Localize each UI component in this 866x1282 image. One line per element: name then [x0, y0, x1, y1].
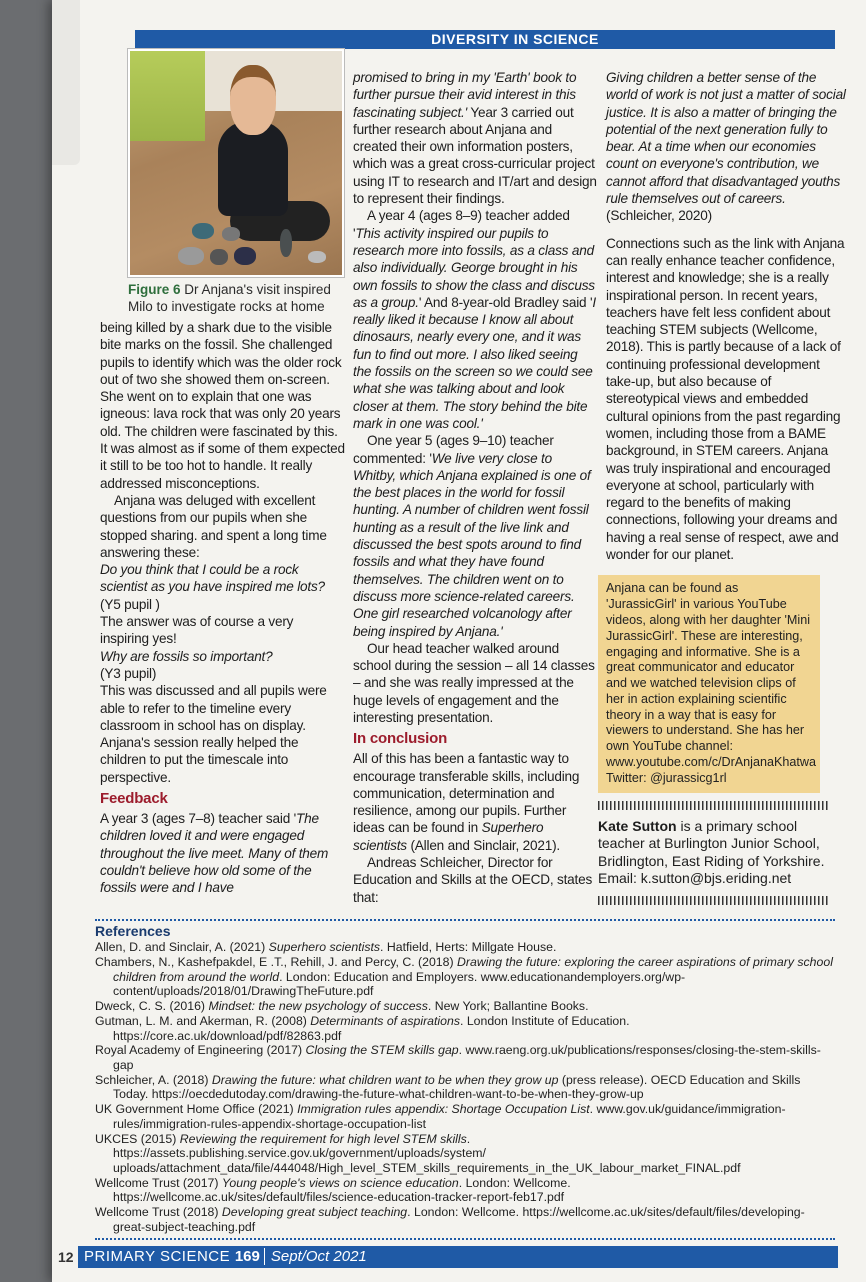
references-title: References — [95, 922, 171, 939]
figure-caption — [128, 281, 343, 315]
paragraph — [353, 640, 598, 726]
paragraph — [353, 854, 598, 906]
reference-item — [95, 1205, 835, 1234]
figure-caption-text: Dr Anjana's visit inspired Milo to investigate rocks at home — [128, 282, 331, 314]
footer-row — [58, 1246, 866, 1268]
issue-number: 169 — [234, 1248, 260, 1266]
reference-item — [95, 1176, 835, 1205]
text-run: (Allen and Sinclair, 2021). — [406, 837, 560, 853]
photo-cabinet — [130, 51, 205, 141]
paragraph — [100, 682, 345, 786]
text-run: . www.gov.uk/guidance/immigration-rules/immigration-rules-appendix-shortage-occupation-list — [113, 1102, 786, 1131]
divider-bars — [598, 896, 828, 905]
footer-bar — [78, 1246, 838, 1268]
text-run: . London: Wellcome. https://wellcome.ac.uk/sites/default/files/developing-great-subject-teaching.pdf — [113, 1205, 805, 1234]
section-header — [135, 30, 835, 49]
photo-child-body — [218, 121, 288, 216]
photo-rock — [222, 227, 240, 241]
divider-bars — [598, 801, 828, 810]
text-run: Year 3 carried out further research about Anjana and created their own information posters, which was a great cross-curricular project using IT to research and IT/art and design to represent their findings. — [353, 104, 597, 207]
text-run: . https://assets.publishing.service.gov.uk/government/uploads/system/ uploads/attachment_data/file/444048/High_level_STEM_skills_requirements_in_the_UK_labour_market_FINAL.pdf — [113, 1131, 741, 1175]
paragraph — [353, 750, 598, 854]
text-run: Wellcome Trust (2018) — [95, 1205, 222, 1220]
text-run: Andreas Schleicher, Director for Education and Skills at the OECD, states that: — [353, 855, 593, 905]
text-run: This was discussed and all pupils were able to refer to the timeline every classroom in school has on display. Anjana's session really helped the children to put the timescale into perspective. — [100, 683, 327, 785]
photo-rock — [178, 247, 204, 265]
italic-text: Superhero scientists — [353, 820, 544, 853]
text-run: In conclusion — [353, 730, 448, 748]
paragraph — [606, 69, 846, 225]
text-run: The answer was of course a very inspiring yes! — [100, 614, 294, 647]
article-body — [100, 49, 866, 913]
reference-item — [95, 1043, 835, 1072]
text-run: UKCES (2015) — [95, 1131, 180, 1146]
author-name: Kate Sutton — [598, 817, 677, 834]
italic-text: Giving children a better sense of the world of work is not just a matter of social justice. It is also a matter of bringing the potential of the next generation fully to bear. At a time when our economies count on everyone's contribution, we cannot afford that disadvantaged youths rule themselves out of careers. — [606, 70, 846, 207]
paragraph — [100, 561, 345, 596]
author-bio-text: is a primary school teacher at Burlington Junior School, Bridlington, East Riding of Yorkshire. Email: k.sutton@bjs.eriding.net — [598, 817, 825, 887]
text-run: . New York; Ballantine Books. — [427, 999, 589, 1014]
paragraph — [353, 432, 598, 640]
column-3-wrapper — [598, 49, 846, 913]
text-run: A year 4 (ages 8–9) teacher added ' — [353, 208, 570, 241]
column-1-wrapper — [100, 49, 345, 913]
italic-text: Drawing the future: what children want to be when they grow up — [211, 1072, 559, 1087]
photo-rock — [234, 247, 256, 265]
text-run: Connections such as the link with Anjana can really enhance teacher confidence, interest and knowledge; she is a really inspirational person. In recent years, teachers have felt less confident about teaching STEM subjects (Wellcome, 2018). This is partly because of a lack of continuing professional development take-up, but also because of stereotypical views and embedded cultural opinions from the past regarding women, including those from a BAME background, in STEM careers. Anjana was truly inspirational and encouraged everyone at school, particularly with regard to the benefits of making connections, following your dreams and having a real sense of respect, awe and wonder for our planet. — [606, 235, 845, 563]
paragraph — [353, 69, 598, 207]
italic-text: Developing great subject teaching — [221, 1205, 408, 1220]
paragraph — [100, 596, 345, 613]
text-run: . London: Education and Employers. www.educationandemployers.org/wp-content/uploads/2018/01/DrawingTheFuture.pdf — [113, 969, 686, 999]
photo-rock — [192, 223, 214, 239]
references-list — [95, 940, 835, 1234]
figure-label: Figure 6 — [128, 282, 181, 297]
italic-text: Superhero scientists — [268, 940, 381, 955]
section-title: DIVERSITY IN SCIENCE — [431, 31, 599, 47]
section-heading — [353, 730, 598, 748]
reference-item — [95, 999, 835, 1014]
text-run: All of this has been a fantastic way to encourage transferable skills, including communication, determination and resilience, among our pupils. Further ideas can be found in — [353, 751, 580, 836]
author-bio — [598, 818, 838, 888]
twitter-handle[interactable]: Twitter: @jurassicg1rl — [606, 770, 727, 785]
photo-rock — [210, 249, 228, 265]
photo-rock — [308, 251, 326, 263]
text-run: One year 5 (ages 9–10) teacher commented: ' — [353, 433, 554, 466]
text-run: Feedback — [100, 790, 168, 808]
article-column-3 — [606, 69, 846, 563]
page-number: 12 — [58, 1249, 74, 1266]
references-section — [95, 919, 835, 1241]
paragraph — [353, 207, 598, 432]
paragraph — [100, 492, 345, 561]
text-run: UK Government Home Office (2021) — [95, 1102, 298, 1117]
magazine-name: PRIMARY SCIENCE — [84, 1248, 235, 1266]
photo-child-head — [230, 65, 276, 135]
italic-text: Drawing the future: exploring the career aspirations of primary school children from around the world — [113, 955, 833, 984]
italic-text: Determinants of aspirations — [310, 1013, 460, 1028]
italic-text: Young people's views on science education — [221, 1175, 459, 1190]
paragraph — [100, 319, 345, 492]
italic-text: Immigration rules appendix: Shortage Occupation List — [297, 1102, 590, 1117]
text-run: . Hatfield, Herts: Millgate House. — [380, 940, 557, 955]
paragraph — [100, 648, 345, 665]
reference-item — [95, 940, 835, 955]
article-column-2 — [353, 69, 598, 906]
text-run: Chambers, N., Kashefpakdel, E .T., Rehill, J. and Percy, C. (2018) — [95, 955, 458, 970]
reference-item — [95, 955, 835, 999]
paragraph — [606, 235, 846, 564]
reference-item — [95, 1073, 835, 1102]
italic-text: Do you think that I could be a rock scientist as you have inspired me lots? — [100, 562, 325, 595]
text-run: (Y5 pupil ) — [100, 596, 160, 612]
column-2-wrapper — [353, 49, 598, 913]
info-box — [598, 575, 820, 792]
magazine-page — [52, 0, 866, 1282]
text-run: (press release). OECD Education and Skills Today. https://oecdedutoday.com/drawing-the-future-what-children-want-to-be-when-they-grow-up — [113, 1072, 801, 1102]
figure-photo — [128, 49, 344, 277]
text-run: Schleicher, A. (2018) — [95, 1072, 212, 1087]
youtube-link[interactable]: www.youtube.com/c/DrAnjanaKhatwa — [606, 755, 816, 770]
text-run: Wellcome Trust (2017) — [95, 1175, 222, 1190]
text-run: ' And 8-year-old Bradley said ' — [418, 294, 593, 310]
text-run: . www.raeng.org.uk/publications/responses/closing-the-stem-skills-gap — [113, 1043, 821, 1072]
italic-text: Reviewing the requirement for high level STEM skills — [179, 1131, 467, 1146]
reference-item — [95, 1014, 835, 1043]
italic-text: promised to bring in my 'Earth' book to further pursue their avid interest in this fascinating subject.' — [353, 70, 577, 120]
text-run: being killed by a shark due to the visible bite marks on the fossil. She challenged pupils to identify which was the older rock out of two she showed them on-screen. She went on to explain that one was igneous: lava rock that was only 20 years old. The children were fascinated by this. It was almost as if some of them expected it still to be too hot to handle. It really addressed misconceptions. — [100, 320, 345, 491]
text-run: . London: Wellcome. https://wellcome.ac.uk/sites/default/files/science-education-tracker-report-feb17.pdf — [113, 1175, 571, 1205]
italic-text: Mindset: the new psychology of success — [208, 999, 428, 1014]
info-box-text: Anjana can be found as 'JurassicGirl' in various YouTube videos, along with her daughter 'Mini JurassicGirl'. These are interesting, engaging and informative. She is a great communicator and educator and we watched television clips of her in action explaining scientific theory in a way that is easy for viewers to understand. She has her own YouTube channel: — [606, 581, 811, 754]
reference-item — [95, 1102, 835, 1131]
italic-text: The children loved it and were engaged throughout the live meet. Many of them couldn't believe how old some of the fossils were and I have — [100, 811, 329, 896]
section-heading — [100, 790, 345, 808]
text-run: Anjana was deluged with excellent questions from our pupils when she stopped sharing. and spent a long time answering these: — [100, 492, 327, 560]
italic-text: Closing the STEM skills gap — [305, 1043, 459, 1058]
italic-text: This activity inspired our pupils to research more into fossils, as a class and also individually. George brought in his own fossils to show the class and discuss as a group. — [353, 225, 595, 310]
reference-item — [95, 1132, 835, 1176]
paragraph — [100, 665, 345, 682]
paragraph — [100, 613, 345, 648]
italic-text: We live very close to Whitby, which Anjana explained is one of the best places in the world for fossil hunting. A number of children went fossil hunting as a result of the live link and discussed the best spots around to find fossils and what they have found themselves. The children went on to discuss more science-related careers. One girl researched volcanology after being inspired by Anjana.' — [353, 450, 591, 639]
text-run: Allen, D. and Sinclair, A. (2021) — [95, 940, 269, 955]
italic-text: Why are fossils so important? — [100, 648, 273, 664]
italic-text: I really liked it because I know all about dinosaurs, nearly every one, and it was fun to find out more. I also liked seeing the fossils on the screen so we could see what she was talking about and look closer at them. The story behind the bite mark in one was cool.' — [353, 294, 596, 431]
text-run: A year 3 (ages 7–8) teacher said ' — [100, 811, 297, 827]
text-run: Royal Academy of Engineering (2017) — [95, 1043, 306, 1058]
text-run: . London Institute of Education. https://core.ac.uk/download/pdf/82863.pdf — [113, 1013, 630, 1043]
text-run: Our head teacher walked around school during the session – all 14 classes – and she was really impressed at the huge levels of engagement and the interesting presentation. — [353, 640, 595, 725]
text-run: Gutman, L. M. and Akerman, R. (2008) — [95, 1013, 311, 1028]
issue-date: Sept/Oct 2021 — [264, 1248, 367, 1265]
text-run: (Schleicher, 2020) — [606, 208, 712, 224]
previous-page-edge — [52, 0, 80, 165]
text-run: Dweck, C. S. (2016) — [95, 999, 209, 1014]
text-run: (Y3 pupil) — [100, 665, 157, 681]
paragraph — [100, 810, 345, 896]
article-column-1 — [100, 319, 345, 897]
photo-rock — [280, 229, 292, 257]
